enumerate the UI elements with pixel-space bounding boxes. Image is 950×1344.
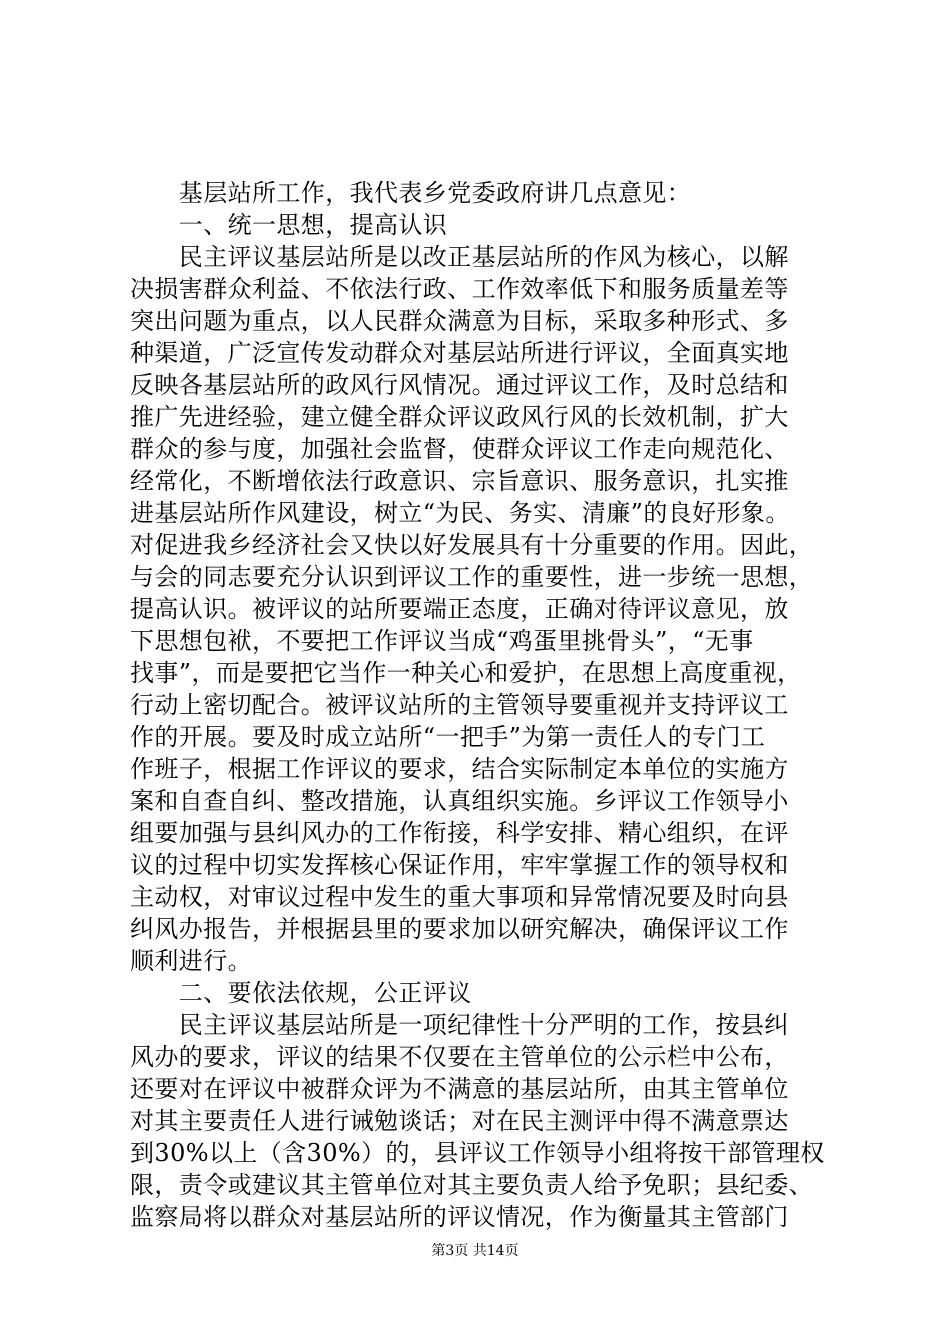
text-line: 群众的参与度，加强社会监督，使群众评议工作走向规范化、 bbox=[130, 435, 789, 463]
text-line: 推广先进经验，建立健全群众评议政风行风的长效机制，扩大 bbox=[130, 403, 789, 431]
text-line: 还要对在评议中被群众评为不满意的基层站所，由其主管单位 bbox=[130, 1075, 789, 1103]
text-line: 案和自查自纠、整改措施，认真组织实施。乡评议工作领导小 bbox=[130, 787, 789, 815]
page-footer: 第3页 共14页 bbox=[431, 1243, 519, 1259]
text-line: 下思想包袱，不要把工作评议当成“鸡蛋里挑骨头”，“无事 bbox=[130, 627, 754, 655]
document-body bbox=[130, 177, 846, 1233]
text-line: 种渠道，广泛宣传发动群众对基层站所进行评议，全面真实地 bbox=[130, 339, 789, 367]
text-line: 突出问题为重点，以人民群众满意为目标，采取多种形式、多 bbox=[130, 307, 789, 335]
text-line: 一、统一思想，提高认识 bbox=[130, 211, 448, 239]
text-line: 顺利进行。 bbox=[130, 947, 252, 975]
text-line: 风办的要求，评议的结果不仅要在主管单位的公示栏中公布， bbox=[130, 1043, 789, 1071]
text-line: 二、要依法依规，公正评议 bbox=[130, 979, 472, 1007]
text-line: 监察局将以群众对基层站所的评议情况，作为衡量其主管部门 bbox=[130, 1203, 789, 1231]
text-line: 主动权，对审议过程中发生的重大事项和异常情况要及时向县 bbox=[130, 883, 789, 911]
text-line: 进基层站所作风建设，树立“为民、务实、清廉”的良好形象。 bbox=[130, 499, 790, 527]
text-line: 对促进我乡经济社会又快以好发展具有十分重要的作用。因此， bbox=[130, 531, 814, 559]
text-line: 纠风办报告，并根据县里的要求加以研究解决，确保评议工作 bbox=[130, 915, 789, 943]
text-line: 对其主要责任人进行诫勉谈话；对在民主测评中得不满意票达 bbox=[130, 1107, 789, 1135]
text-line: 行动上密切配合。被评议站所的主管领导要重视并支持评议工 bbox=[130, 691, 789, 719]
text-line: 经常化，不断增依法行政意识、宗旨意识、服务意识，扎实推 bbox=[130, 467, 789, 495]
text-line: 民主评议基层站所是一项纪律性十分严明的工作，按县纠 bbox=[130, 1011, 789, 1039]
text-line: 找事”，而是要把它当作一种关心和爱护，在思想上高度重视， bbox=[130, 659, 802, 687]
text-line: 作班子，根据工作评议的要求，结合实际制定本单位的实施方 bbox=[130, 755, 789, 783]
text-line: 与会的同志要充分认识到评议工作的重要性，进一步统一思想， bbox=[130, 563, 814, 591]
text-line: 到30%以上（含30%）的，县评议工作领导小组将按干部管理权 bbox=[130, 1139, 825, 1167]
text-line: 决损害群众利益、不依法行政、工作效率低下和服务质量差等 bbox=[130, 275, 789, 303]
text-line: 提高认识。被评议的站所要端正态度，正确对待评议意见，放 bbox=[130, 595, 789, 623]
text-line: 议的过程中切实发挥核心保证作用，牢牢掌握工作的领导权和 bbox=[130, 851, 789, 879]
text-line: 限，责令或建议其主管单位对其主要负责人给予免职；县纪委、 bbox=[130, 1171, 814, 1199]
text-line: 民主评议基层站所是以改正基层站所的作风为核心，以解 bbox=[130, 243, 789, 271]
text-line: 组要加强与县纠风办的工作衔接，科学安排、精心组织，在评 bbox=[130, 819, 789, 847]
text-line: 基层站所工作，我代表乡党委政府讲几点意见： bbox=[130, 179, 692, 207]
text-line: 反映各基层站所的政风行风情况。通过评议工作，及时总结和 bbox=[130, 371, 789, 399]
text-line: 作的开展。要及时成立站所“一把手”为第一责任人的专门工 bbox=[130, 723, 766, 751]
